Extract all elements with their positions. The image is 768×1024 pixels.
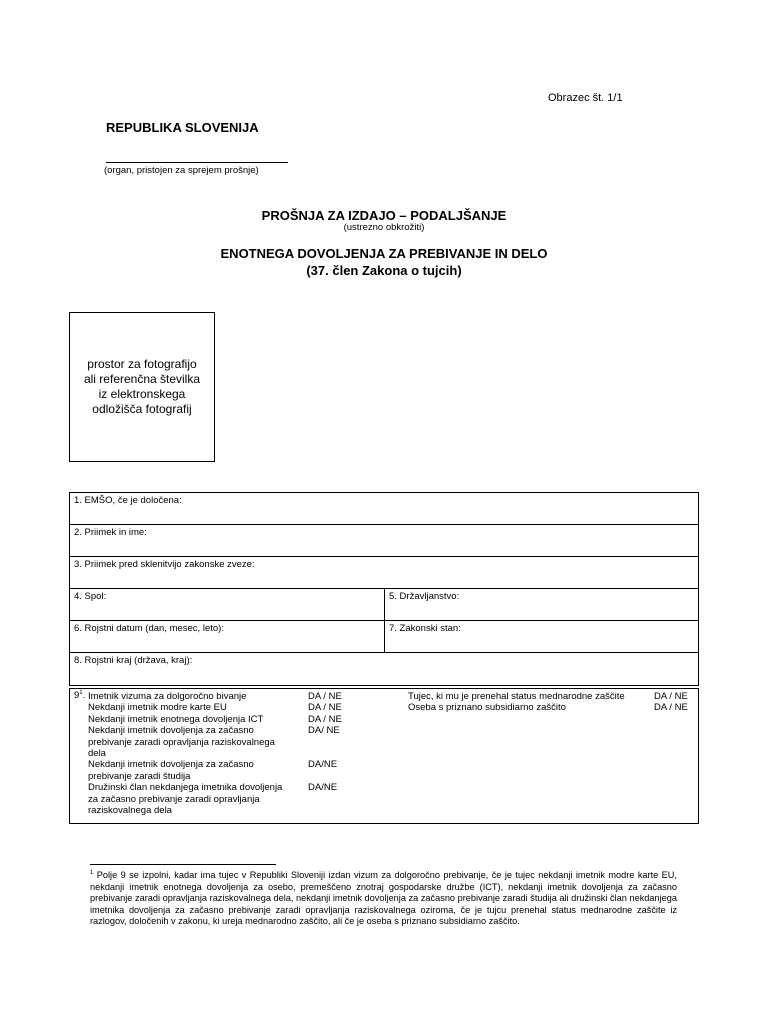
row-sex-citizenship (70, 589, 698, 621)
s9-option-choice[interactable]: DA / NE (654, 691, 688, 702)
footnote-mark: 1 (90, 870, 94, 876)
field-citizenship-label[interactable]: 5. Državljanstvo: (389, 591, 460, 602)
field-marital-status-label[interactable]: 7. Zakonski stan: (389, 623, 461, 634)
s9-option-choice[interactable]: DA / NE (308, 702, 342, 714)
s9-option-label: Nekdanji imetnik dovoljenja za začasno prebivanje zaradi opravljanja raziskovalnega dela (88, 725, 275, 760)
s9-option[interactable] (408, 691, 698, 702)
photo-text-4: odložišča fotografij (92, 402, 192, 416)
s9-option[interactable] (408, 702, 698, 713)
s9-option-choice[interactable]: DA / NE (308, 713, 342, 725)
s9-option-label: Imetnik vizuma za dolgoročno bivanje (88, 691, 247, 702)
field-birthdate-label[interactable]: 6. Rojstni datum (dan, mesec, leto): (74, 623, 224, 634)
s9-option[interactable] (88, 725, 388, 759)
s9-option-label: Nekdanji imetnik enotnega dovoljenja ICT (88, 713, 264, 725)
s9-option[interactable] (88, 702, 388, 713)
section-9-left-list (88, 691, 388, 816)
column-divider (384, 621, 385, 652)
personal-data-table (69, 492, 699, 686)
field-birthplace-label: 8. Rojstni kraj (država, kraj): (74, 655, 193, 666)
field-name-label: 2. Priimek in ime: (74, 527, 147, 538)
s9-option-label: Tujec, ki mu je prenehal status mednarodne zaščite (408, 691, 625, 702)
organ-signature-line[interactable] (106, 162, 288, 163)
footnote (90, 868, 677, 928)
section-9 (69, 688, 699, 824)
form-title-hint: (ustrezno obkrožiti) (343, 222, 425, 233)
republic-heading: REPUBLIKA SLOVENIJA (106, 120, 259, 135)
photo-text-3: iz elektronskega (98, 387, 186, 401)
s9-option[interactable] (88, 782, 388, 816)
form-subtitle-line1: ENOTNEGA DOVOLJENJA ZA PREBIVANJE IN DELO (220, 246, 548, 261)
s9-option-label: Nekdanji imetnik modre karte EU (88, 702, 227, 714)
s9-option[interactable] (88, 759, 388, 782)
footnote-ref: 1 (79, 690, 83, 696)
s9-option-label: Oseba s priznano subsidiarno zaščito (408, 702, 566, 714)
s9-option-choice[interactable]: DA / NE (308, 691, 342, 702)
field-emso-label: 1. EMŠO, če je določena: (74, 495, 182, 506)
field-sex-label[interactable]: 4. Spol: (74, 591, 107, 602)
field-name[interactable] (70, 525, 698, 557)
s9-option[interactable] (88, 691, 388, 702)
field-maiden-name-label: 3. Priimek pred sklenitvijo zakonske zveze: (74, 559, 255, 570)
s9-option-label: Družinski član nekdanjega imetnika dovoljenja za začasno prebivanje zaradi opravljanja raziskovalnega dela (88, 782, 283, 817)
column-divider (384, 589, 385, 620)
row-birthdate-marital (70, 621, 698, 653)
field-birthplace[interactable] (70, 653, 698, 685)
form-subtitle (0, 245, 768, 279)
s9-option-choice[interactable]: DA / NE (654, 702, 688, 714)
section-9-number: $9^1$. (74, 690, 86, 702)
organ-caption: (organ, pristojen za sprejem prošnje) (104, 165, 259, 176)
photo-text-2: ali referenčna številka (83, 372, 201, 386)
s9-option-choice[interactable]: DA/ NE (308, 725, 340, 737)
s9-option-choice[interactable]: DA/NE (308, 759, 338, 771)
s9-option[interactable] (88, 714, 388, 725)
s9-option-label: Nekdanji imetnik dovoljenja za začasno prebivanje zaradi študija (88, 759, 254, 782)
form-number: Obrazec št. 1/1 (548, 92, 623, 104)
photo-text-1: prostor za fotografijo (87, 357, 197, 371)
section-9-right-list (408, 691, 698, 714)
photo-placeholder[interactable] (69, 312, 215, 462)
form-subtitle-line2: (37. člen Zakona o tujcih) (306, 263, 462, 278)
footnote-text: Polje 9 se izpolni, kadar ima tujec v Republiki Sloveniji izdan vizum za dolgoročno prebivanje, če je tujec nekdanji imetnik modre karte EU, nekdanji imetnik enotnega dovoljenja za osebo, premeščeno znotraj gospodarske družbe (ICT), nekdanji imetnik dovoljenja za začasno prebivanje zaradi opravljanja raziskovalnega dela, nekdanji imetnik dovoljenja za začasno prebivanje zaradi študija ali družinski član nekdanjega imetnika dovoljenja za začasno prebivanje zaradi opravljanja raziskovalnega oziroma, če je tujcu prenehal status mednarodne zaščite iz razlogov, določenih v zakonu, ki ureja mednarodno zaščito, ali če je oseba s priznano subsidiarno zaščito. (90, 870, 677, 927)
form-title: PROŠNJA ZA IZDAJO – PODALJŠANJE (261, 208, 507, 223)
field-emso[interactable] (70, 493, 698, 525)
footnote-separator (90, 864, 276, 865)
s9-option-choice[interactable]: DA/NE (308, 782, 338, 794)
field-maiden-name[interactable] (70, 557, 698, 589)
